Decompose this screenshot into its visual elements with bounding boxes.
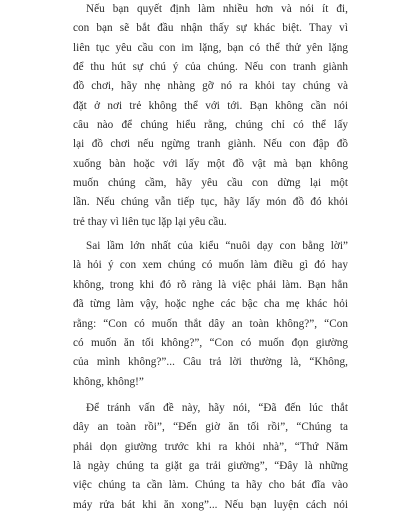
text-line: lại đồ chơi nếu ngừng tranh giành. Nếu con đập đồ <box>73 138 348 151</box>
paragraph-2 <box>73 237 348 392</box>
text-line: là ngày chúng ta giặt ga trải giường”, “Đây là những <box>73 459 348 472</box>
paragraph-1 <box>73 0 348 232</box>
text-line: đã từng làm vậy, hoặc nghe các bậc cha mẹ khác hỏi <box>73 298 348 311</box>
body-text <box>73 0 348 515</box>
text-line: máy rửa bát khi ăn xong”... Nếu bạn luyện cách nói <box>73 498 348 511</box>
text-line: Sai lầm lớn nhất của kiểu “nuôi dạy con bằng lời” <box>86 240 348 253</box>
text-line: đồ chơi, hãy nhẹ nhàng gỡ nó ra khỏi tay chúng và <box>73 80 348 93</box>
text-line: câu nào để chúng hiểu rằng, chúng chỉ có thể lấy <box>73 119 348 132</box>
text-line: phải dọn giường trước khi ra khỏi nhà”, “Thứ Năm <box>73 440 348 453</box>
paragraph-3 <box>73 399 348 515</box>
text-line: Để tránh vấn đề này, hãy nói, “Đã đến lúc thắt <box>86 401 348 414</box>
text-line: không, trong khi đó rõ ràng là việc phải làm. Bạn hẳn <box>73 278 348 291</box>
text-line: để thu hút sự chú ý của chúng. Nếu con tranh giành <box>73 61 348 74</box>
text-line: không, không!” <box>73 375 144 388</box>
text-line: lần. Nếu chúng vẫn tiếp tục, hãy lấy món đồ đó khỏi <box>73 196 348 209</box>
text-line: có muốn ăn tối không?”, “Con có muốn đọn giường <box>73 336 348 349</box>
text-line: muốn chúng cầm, hãy yêu cầu con dừng lại một <box>73 177 348 190</box>
text-line: xuống bàn hoặc với lấy một đồ vật mà bạn không <box>73 157 348 170</box>
text-line: đặt ở nơi trẻ không thể với tới. Bạn không cần nói <box>73 99 348 112</box>
text-line: việc chúng ta cần làm. Chúng ta hãy cho bát đĩa vào <box>73 479 348 492</box>
text-line: trẻ thay vì liên tục lặp lại yêu cầu. <box>73 215 227 228</box>
text-line: con bạn sẽ bắt đầu nhận thấy sự khác biệt. Thay vì <box>73 22 348 35</box>
text-line: liên tục yêu cầu con im lặng, bạn có thể thử yên lặng <box>73 41 348 54</box>
paragraph-gap <box>73 392 348 399</box>
text-line: rằng: “Con có muốn thắt dây an toàn không?”, “Con <box>73 317 348 330</box>
text-line: là hỏi ý con xem chúng có muốn làm điều gì đó hay <box>73 259 348 272</box>
text-line: của mình không?”... Câu trả lời thường là, “Không, <box>73 356 348 369</box>
text-line: dây an toàn rồi”, “Đến giờ ăn tối rồi”, “Chúng ta <box>73 421 348 434</box>
text-line: Nếu bạn quyết định làm nhiều hơn và nói ít đi, <box>86 3 348 15</box>
